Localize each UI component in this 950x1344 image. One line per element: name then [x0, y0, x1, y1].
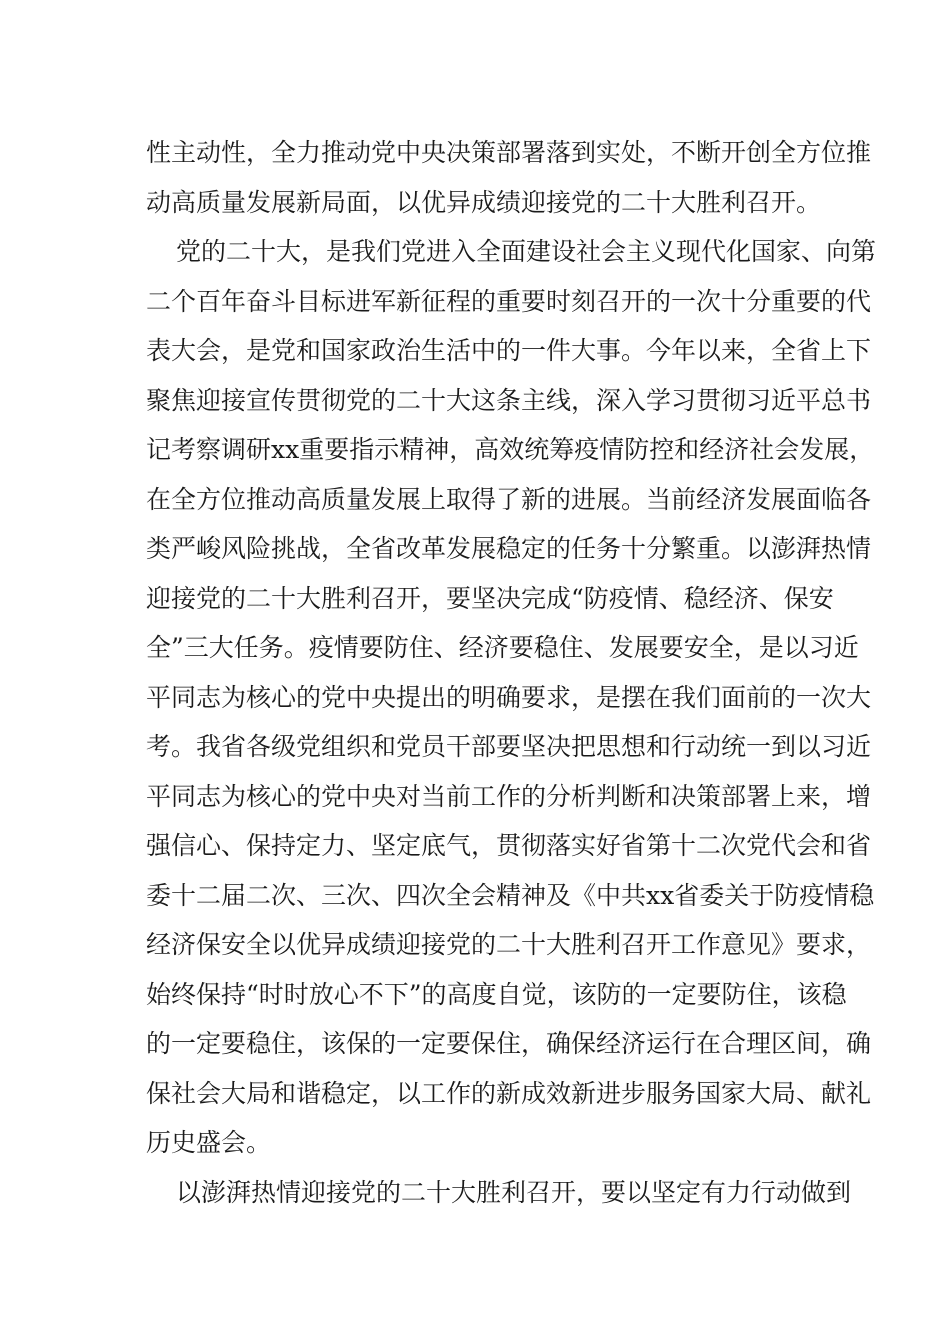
text-line: 聚焦迎接宣传贯彻党的二十大这条主线，深入学习贯彻习近平总书 [146, 385, 872, 415]
text-line: 全”三大任务。疫情要防住、经济要稳住、发展要安全，是以习近 [146, 633, 859, 662]
body-text [146, 128, 877, 1217]
text-line: 始终保持“时时放心不下”的高度自觉，该防的一定要防住，该稳 [146, 979, 847, 1009]
text-line: 动高质量发展新局面，以优异成绩迎接党的二十大胜利召开。 [146, 187, 822, 217]
text-line: 类严峻风险挑战，全省改革发展稳定的任务十分繁重。以澎湃热情 [146, 534, 872, 563]
text-line: 强信心、保持定力、坚定底气，贯彻落实好省第十二次党代会和省 [146, 831, 872, 860]
text-line: 保社会大局和谐稳定，以工作的新成效新进步服务国家大局、献礼 [146, 1078, 872, 1108]
paragraph-first-line: 党的二十大，是我们党进入全面建设社会主义现代化国家、向第 [176, 237, 877, 266]
text-line: 平同志为核心的党中央对当前工作的分析判断和决策部署上来，增 [146, 781, 872, 811]
text-line: 平同志为核心的党中央提出的明确要求，是摆在我们面前的一次大 [146, 682, 872, 712]
text-line: 的一定要稳住，该保的一定要保住，确保经济运行在合理区间，确 [146, 1029, 872, 1058]
text-line: 在全方位推动高质量发展上取得了新的进展。当前经济发展面临各 [146, 484, 872, 514]
paragraph-first-line: 以澎湃热情迎接党的二十大胜利召开，要以坚定有力行动做到 [176, 1177, 852, 1207]
text-line: 表大会，是党和国家政治生活中的一件大事。今年以来，全省上下 [146, 336, 872, 365]
text-line: 经济保安全以优异成绩迎接党的二十大胜利召开工作意见》要求， [146, 930, 872, 959]
text-line: 记考察调研xx重要指示精神，高效统筹疫情防控和经济社会发展， [146, 435, 875, 464]
text-line: 性主动性，全力推动党中央决策部署落到实处，不断开创全方位推 [146, 138, 872, 167]
text-line: 历史盛会。 [146, 1128, 272, 1157]
text-line: 二个百年奋斗目标进军新征程的重要时刻召开的一次十分重要的代 [146, 286, 872, 316]
text-line: 考。我省各级党组织和党员干部要坚决把思想和行动统一到以习近 [146, 732, 872, 761]
text-line: 迎接党的二十大胜利召开，要坚决完成“防疫情、稳经济、保安 [146, 583, 834, 613]
text-line: 委十二届二次、三次、四次全会精神及《中共xx省委关于防疫情稳 [146, 880, 875, 910]
